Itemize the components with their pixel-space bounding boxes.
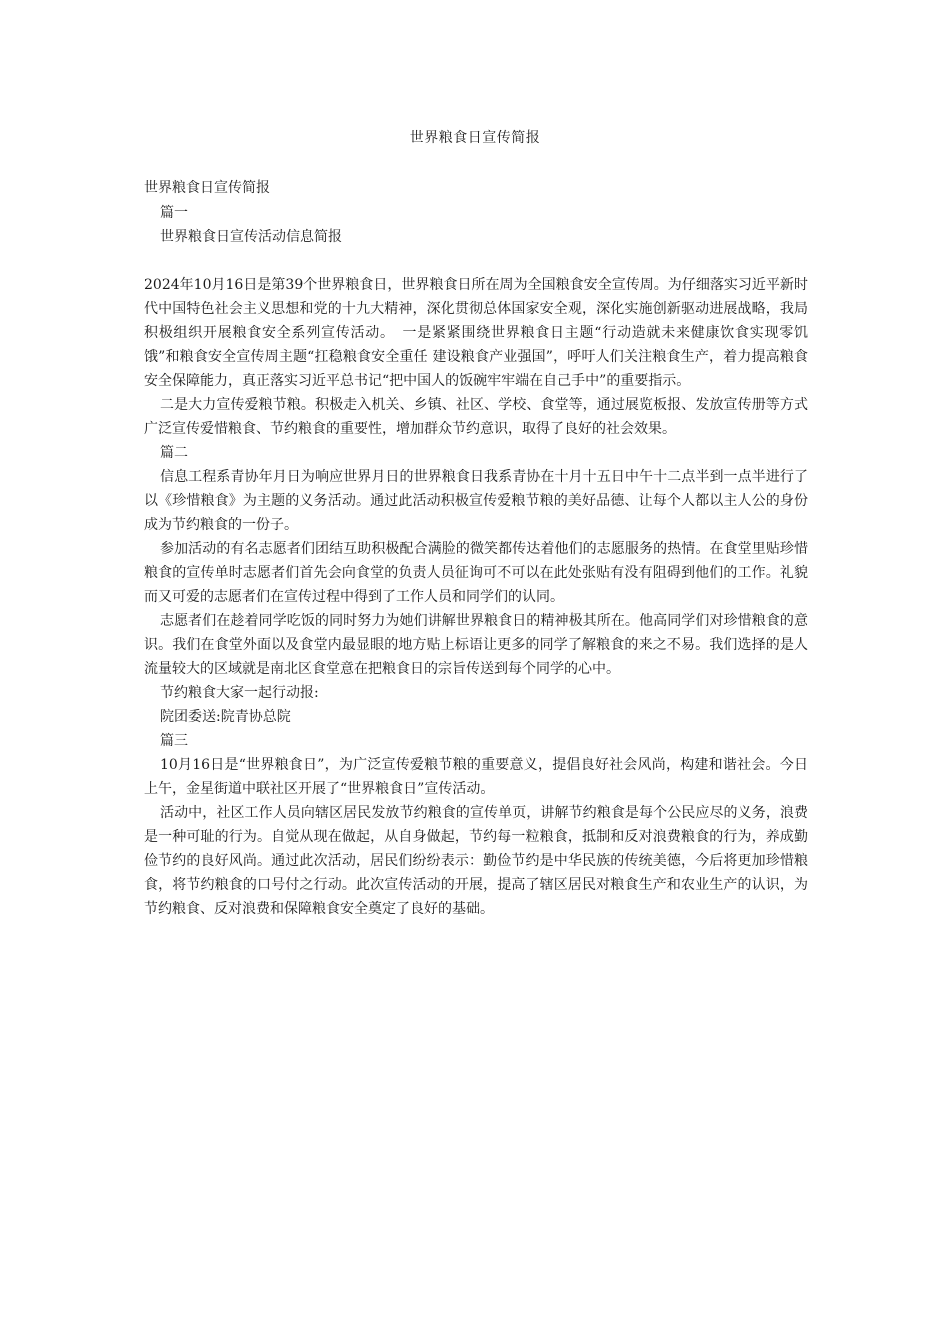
part3-paragraph: 10月16日是“世界粮食日”，为广泛宣传爱粮节粮的重要意义，提倡良好社会风尚，构建和谐社会。今日上午，金星街道中联社区开展了“世界粮食日”宣传活动。: [144, 757, 808, 797]
part1-paragraph: 2024年10月16日是第39个世界粮食日，世界粮食日所在周为全国粮食安全宣传周。为仔细落实习近平新时代中国特色社会主义思想和党的十九大精神，深化贯彻总体国家安全观，深化实施创新驱动进展战略，我局积极组织开展粮食安全系列宣传活动。 一是紧紧围绕世界粮食日主题“行动造就未来健康饮食实现零饥饿”和粮食安全宣传周主题“扛稳粮食安全重任 建设粮食产业强国”，呼吁人们关注粮食生产，着力提高粮食安全保障能力，真正落实习近平总书记“把中国人的饭碗牢牢端在自己手中”的重要指示。: [144, 277, 808, 389]
part1-label: 篇一: [160, 205, 188, 221]
part2-paragraph: 节约粮食大家一起行动报:: [160, 685, 319, 701]
part2-paragraph: 院团委送:院青协总院: [160, 709, 291, 725]
document-heading: 世界粮食日宣传简报: [144, 180, 270, 196]
part3-label: 篇三: [160, 733, 188, 749]
document-title: 世界粮食日宣传简报: [409, 130, 541, 146]
part2-paragraph: 志愿者们在趁着同学吃饭的同时努力为她们讲解世界粮食日的精神极其所在。他高同学们对珍惜粮食的意识。我们在食堂外面以及食堂内最显眼的地方贴上标语让更多的同学了解粮食的来之不易。我们选择的是人流量较大的区域就是南北区食堂意在把粮食日的宗旨传送到每个同学的心中。: [144, 613, 808, 677]
part3-paragraph: 活动中，社区工作人员向辖区居民发放节约粮食的宣传单页，讲解节约粮食是每个公民应尽的义务，浪费是一种可耻的行为。自觉从现在做起，从自身做起，节约每一粒粮食，抵制和反对浪费粮食的行为，养成勤俭节约的良好风尚。通过此次活动，居民们纷纷表示：勤俭节约是中华民族的传统美德，今后将更加珍惜粮食，将节约粮食的口号付之行动。此次宣传活动的开展，提高了辖区居民对粮食生产和农业生产的认识，为节约粮食、反对浪费和保障粮食安全奠定了良好的基础。: [144, 805, 808, 917]
part1-subtitle: 世界粮食日宣传活动信息简报: [160, 229, 342, 245]
document-body: [144, 176, 808, 921]
spacer: [144, 249, 808, 273]
part2-paragraph: 信息工程系青协年月日为响应世界月日的世界粮食日我系青协在十月十五日中午十二点半到一点半进行了以《珍惜粮食》为主题的义务活动。通过此活动积极宣传爱粮节粮的美好品德、让每个人都以主人公的身份成为节约粮食的一份子。: [144, 469, 808, 533]
part2-paragraph: 参加活动的有名志愿者们团结互助积极配合满脸的微笑都传达着他们的志愿服务的热情。在食堂里贴珍惜粮食的宣传单时志愿者们首先会向食堂的负责人员征询可不可以在此处张贴有没有阻碍到他们的工作。礼貌而又可爱的志愿者们在宣传过程中得到了工作人员和同学们的认同。: [144, 541, 808, 605]
part1-paragraph: 二是大力宣传爱粮节粮。积极走入机关、乡镇、社区、学校、食堂等，通过展览板报、发放宣传册等方式广泛宣传爱惜粮食、节约粮食的重要性，增加群众节约意识，取得了良好的社会效果。: [144, 397, 808, 437]
part2-label: 篇二: [160, 445, 188, 461]
